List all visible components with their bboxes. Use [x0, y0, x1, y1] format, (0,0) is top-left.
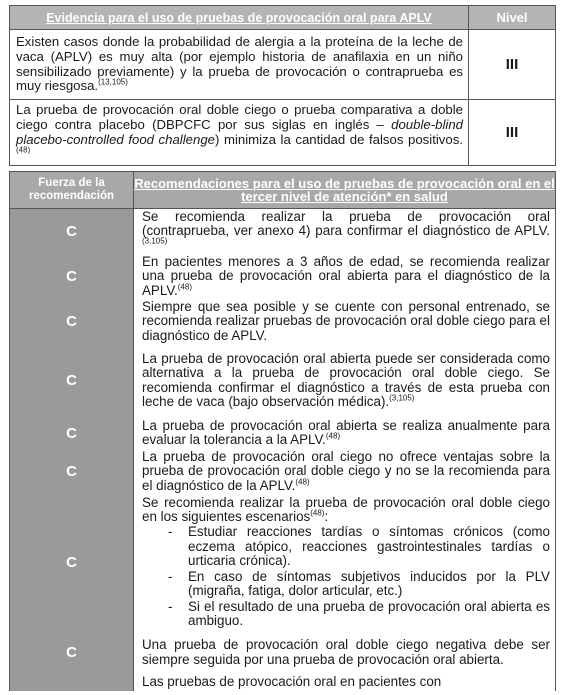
- recommendation-header: Recomendaciones para el uso de pruebas de provocación oral en el tercer nivel de atención* en salud: [134, 172, 556, 209]
- grade-badge: C: [10, 254, 134, 300]
- recommendation-text: La prueba de provocación oral ciego no ofrece ventajas sobre la prueba de provocación oral doble ciego y no se la recomienda para el diagnóstico de la APLV.: [142, 448, 550, 493]
- recommendation-text: Siempre que sea posible y se cuente con personal entrenado, se recomienda realizar pruebas de provocación oral doble ciego para el diagnóstico de APLV.: [142, 298, 550, 343]
- recommendation-text: Se recomienda realizar la prueba de provocación oral doble ciego en los siguientes escenarios: [142, 494, 550, 525]
- reference: (48): [16, 145, 31, 155]
- evidence-header: Evidencia para el uso de pruebas de provocación oral para APLV: [10, 6, 469, 30]
- recommendation-header-row: [10, 172, 556, 209]
- grade-badge: C: [10, 495, 134, 631]
- scenario-item: - Si el resultado de una prueba de provocación oral abierta es ambiguo.: [168, 600, 550, 629]
- recommendation-text: Una prueba de provocación oral doble ciego negativa debe ser siempre seguida por una prueba de provocación oral abierta.: [142, 637, 550, 667]
- reference: (48): [295, 477, 310, 487]
- grade-badge: [10, 675, 134, 691]
- evidence-table: [9, 5, 556, 166]
- grade-badge: C: [10, 209, 134, 254]
- recommendation-table: [9, 171, 556, 691]
- reference: (3,105): [142, 236, 168, 246]
- recommendation-row: [10, 675, 556, 691]
- recommendation-text-end: :: [324, 509, 329, 525]
- recommendation-text: La prueba de provocación oral abierta puede ser considerada como alternativa a la prueba de provocación oral doble ciego. Se recomienda confirmar el diagnóstico a través de esta prueba con leche de vaca (bajo observación médica).: [142, 350, 550, 409]
- reference: (48): [177, 282, 192, 292]
- evidence-text: Existen casos donde la probabilidad de alergia a la proteína de la leche de vaca (APLV) es muy alta (por ejemplo historia de anafilaxia en un niño sensibilizado previamente) y la prueba de provocación o contraprueba es muy riesgosa.: [16, 34, 463, 94]
- recommendation-text: En pacientes menores a 3 años de edad, se recomienda realizar una prueba de provocación oral abierta para el diagnóstico de la APLV.: [142, 253, 550, 298]
- evidence-header-row: [10, 6, 556, 30]
- evidence-text: La prueba de provocación oral doble ciego o prueba comparativa a doble ciego contra placebo (DBPCFC por sus siglas en inglés –: [16, 102, 463, 132]
- evidence-level: III: [469, 100, 556, 166]
- evidence-text-italic: double-blind placebo-controlled food challenge: [16, 116, 463, 147]
- grade-badge: C: [10, 449, 134, 495]
- level-header: Nivel: [469, 6, 556, 30]
- recommendation-row: [10, 209, 556, 254]
- scenario-item: - En caso de síntomas subjetivos inducidos por la PLV (migraña, fatiga, dolor articular, etc.): [168, 570, 550, 599]
- recommendation-row: [10, 300, 556, 344]
- reference: (48): [310, 508, 325, 518]
- recommendation-text: Se recomienda realizar la prueba de provocación oral (contraprueba, ver anexo 4) para confirmar el diagnóstico de APLV.: [142, 208, 550, 239]
- grade-badge: C: [10, 631, 134, 675]
- evidence-row: [10, 100, 556, 166]
- grade-badge: C: [10, 300, 134, 344]
- recommendation-row: [10, 449, 556, 495]
- evidence-level: III: [469, 30, 556, 100]
- reference: (48): [325, 431, 341, 441]
- recommendation-text: La prueba de provocación oral abierta se realiza anualmente para evaluar la tolerancia a la APLV.: [142, 417, 550, 447]
- recommendation-text: Las pruebas de provocación oral en pacientes con: [142, 674, 442, 690]
- recommendation-row: [10, 344, 556, 418]
- recommendation-row: [10, 495, 556, 631]
- scenario-item: - Estudiar reacciones tardías o síntomas crónicos (como eczema atópico, reacciones gastrointestinales tardías o urticaria crónica).: [168, 525, 550, 568]
- recommendation-row: [10, 631, 556, 675]
- reference: (13,105): [98, 77, 128, 87]
- grade-badge: C: [10, 418, 134, 449]
- scenario-list: [142, 525, 550, 628]
- strength-header: Fuerza de la recomendación: [10, 172, 134, 209]
- recommendation-row: [10, 418, 556, 449]
- evidence-text: ) minimiza la cantidad de falsos positivos.: [215, 131, 463, 147]
- evidence-row: [10, 30, 556, 100]
- grade-badge: C: [10, 344, 134, 418]
- recommendation-row: [10, 254, 556, 300]
- reference: (3,105): [389, 393, 415, 403]
